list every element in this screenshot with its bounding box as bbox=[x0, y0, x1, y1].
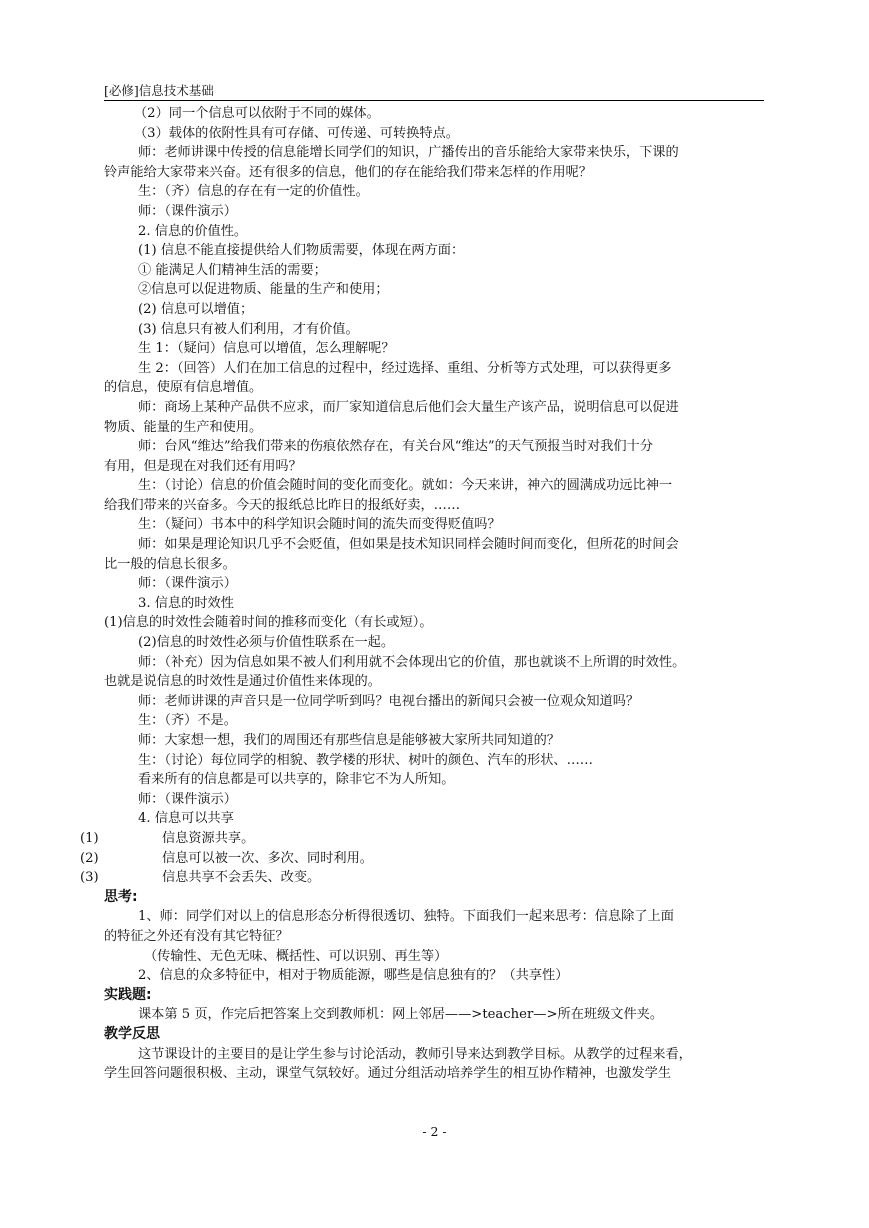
list-text: 信息可以被一次、多次、同时利用。 bbox=[162, 850, 373, 866]
text-line: 的信息，使原有信息增值。 bbox=[104, 380, 263, 396]
text-line: 比一般的信息长很多。 bbox=[104, 556, 236, 572]
text-line: ②信息可以促进物质、能量的生产和使用； bbox=[138, 282, 389, 298]
text-line: 生：（讨论）信息的价值会随时间的变化而变化。就如：今天来讲，神六的圆满成功远比神一 bbox=[138, 478, 673, 494]
section-heading-practice: 实践题: bbox=[104, 986, 152, 1003]
text-line: 也就是说信息的时效性是通过价值性来体现的。 bbox=[104, 674, 381, 690]
text-line: 3. 信息的时效性 bbox=[138, 595, 234, 611]
text-line: 师：（课件演示） bbox=[138, 576, 237, 592]
text-line: 课本第 5 页，作完后把答案上交到教师机：网上邻居——>teacher—>所在班级文件夹。 bbox=[138, 1007, 664, 1023]
text-line: 师：大家想一想，我们的周围还有那些信息是能够被大家所共同知道的？ bbox=[138, 733, 560, 748]
text-line: 有用，但是现在对我们还有用吗？ bbox=[104, 458, 302, 474]
text-line: ① 能满足人们精神生活的需要； bbox=[138, 262, 327, 278]
text-line: 师：（课件演示） bbox=[138, 791, 237, 807]
text-line: 师：（补充）因为信息如果不被人们利用就不会体现出它的价值，那也就谈不上所谓的时效性。 bbox=[138, 654, 686, 670]
text-line: 生：（讨论）每位同学的相貌、教学楼的形状、树叶的颜色、汽车的形状、…… bbox=[138, 752, 593, 768]
text-line: （传输性、无色无味、概括性、可以识别、再生等） bbox=[144, 948, 448, 964]
text-line: 生：（疑问）书本中的科学知识会随时间的流失而变得贬值吗？ bbox=[138, 517, 501, 533]
list-number: (1) bbox=[80, 830, 99, 846]
text-line: 师：如果是理论知识几乎不会贬值，但如果是技术知识同样会随时间而变化，但所花的时间会 bbox=[138, 537, 679, 553]
list-item bbox=[80, 829, 764, 849]
text-line: (3) 信息只有被人们利用，才有价值。 bbox=[138, 321, 359, 337]
text-line: 的特征之外还有没有其它特征？ bbox=[104, 928, 289, 944]
text-line: 师：老师讲课中传授的信息能增长同学们的知识，广播传出的音乐能给大家带来快乐，下课的 bbox=[138, 145, 679, 161]
text-line: 学生回答问题很积极、主动，课堂气氛较好。通过分组活动培养学生的相互协作精神，也激发学生 bbox=[104, 1066, 672, 1082]
text-line: 生 1：（疑问）信息可以增值，怎么理解呢？ bbox=[138, 341, 395, 357]
section-heading-thinking: 思考: bbox=[104, 888, 138, 905]
text-line: 2. 信息的价值性。 bbox=[138, 223, 248, 239]
text-line: 给我们带来的兴奋多。今天的报纸总比昨日的报纸好卖，…… bbox=[104, 497, 461, 513]
list-text: 信息共享不会丢失、改变。 bbox=[162, 870, 321, 886]
text-line: 4. 信息可以共享 bbox=[138, 811, 234, 827]
text-line: (2) 信息可以增值； bbox=[138, 301, 254, 317]
list-item bbox=[80, 849, 764, 869]
text-line: 生：（齐）信息的存在有一定的价值性。 bbox=[138, 184, 369, 200]
text-line: 这节课设计的主要目的是让学生参与讨论活动，教师引导来达到教学目标。从教学的过程来看， bbox=[138, 1046, 692, 1062]
page-header bbox=[104, 82, 764, 101]
document-body bbox=[80, 104, 764, 1084]
page-number: - 2 - bbox=[422, 1124, 447, 1139]
text-line: 师：台风“维达”给我们带来的伤痕依然存在，有关台风“维达”的天气预报当时对我们十分 bbox=[138, 439, 653, 455]
text-line: 1、师：同学们对以上的信息形态分析得很透切、独特。下面我们一起来思考：信息除了上面 bbox=[138, 909, 674, 925]
text-line: (1) 信息不能直接提供给人们物质需要，体现在两方面： bbox=[138, 243, 465, 259]
text-line: 看来所有的信息都是可以共享的，除非它不为人所知。 bbox=[138, 772, 455, 788]
text-line: (1)信息的时效性会随着时间的推移而变化（有长或短）。 bbox=[104, 615, 433, 631]
header-title: [必修]信息技术基础 bbox=[104, 83, 214, 98]
text-line: 师：（课件演示） bbox=[138, 203, 237, 219]
text-line: （2）同一个信息可以依附于不同的媒体。 bbox=[134, 106, 380, 121]
text-line: 师：老师讲课的声音只是一位同学听到吗？电视台播出的新闻只会被一位观众知道吗？ bbox=[138, 693, 640, 709]
list-number: (2) bbox=[80, 850, 99, 866]
text-line: 铃声能给大家带来兴奋。还有很多的信息，他们的存在能给我们带来怎样的作用呢？ bbox=[104, 164, 592, 180]
text-line: （3）载体的依附性具有可存储、可传递、可转换特点。 bbox=[134, 125, 459, 141]
list-item bbox=[80, 868, 764, 888]
text-line: 物质、能量的生产和使用。 bbox=[104, 419, 263, 435]
text-line: 师：商场上某种产品供不应求，而厂家知道信息后他们会大量生产该产品，说明信息可以促进 bbox=[138, 399, 679, 415]
text-line: 2、信息的众多特征中，相对于物质能源，哪些是信息独有的？（共享性） bbox=[138, 968, 569, 984]
text-line: (2)信息的时效性必须与价值性联系在一起。 bbox=[138, 635, 395, 651]
section-heading-reflection: 教学反思 bbox=[104, 1025, 160, 1042]
list-number: (3) bbox=[80, 870, 99, 886]
text-line: 生 2：（回答）人们在加工信息的过程中，经过选择、重组、分析等方式处理，可以获得更多 bbox=[138, 360, 672, 376]
list-text: 信息资源共享。 bbox=[162, 830, 255, 846]
text-line: 生：（齐）不是。 bbox=[138, 713, 237, 729]
